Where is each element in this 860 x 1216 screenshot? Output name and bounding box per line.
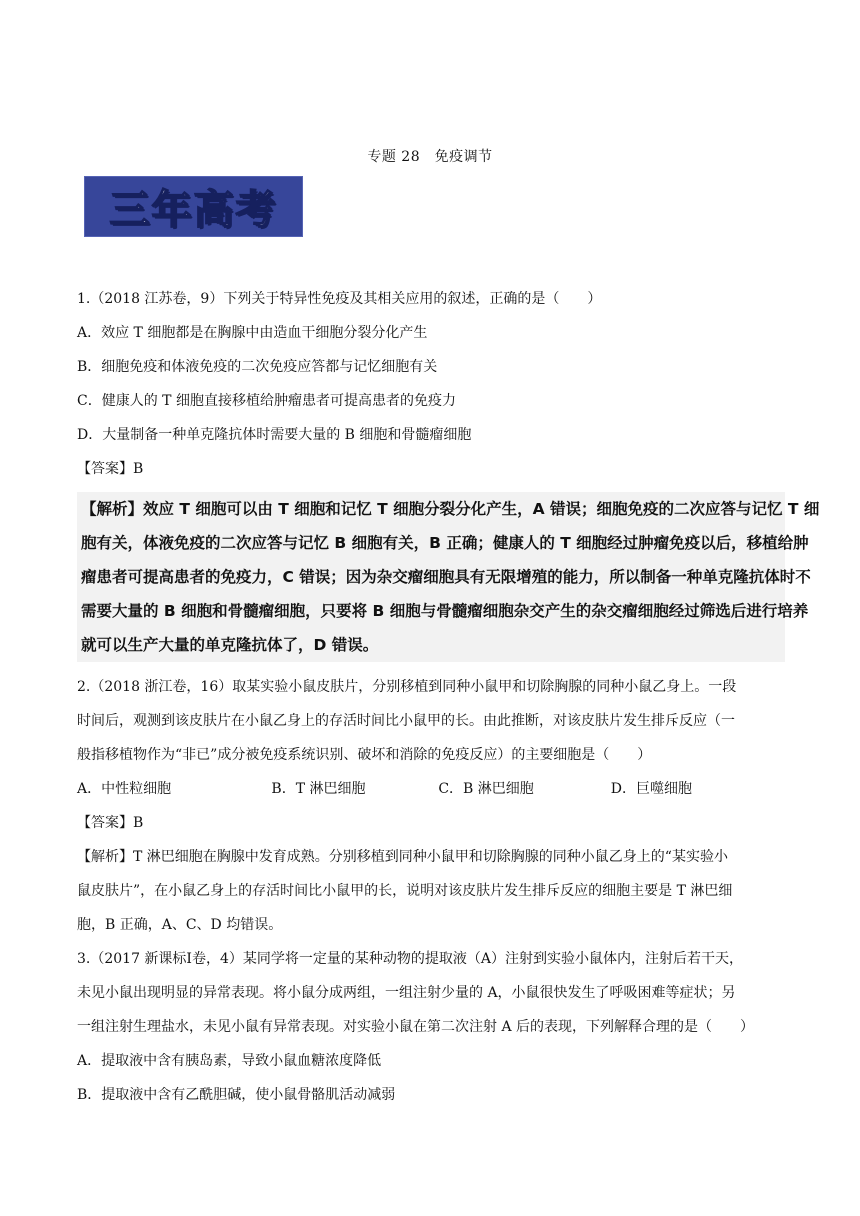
analysis-line: 胞，B 正确，A、C、D 均错误。	[77, 917, 283, 933]
banner-text: 三年高考	[109, 187, 278, 233]
options-row	[77, 772, 785, 806]
page-title: 专题 28 免疫调节	[367, 149, 493, 165]
option-a: A．中性粒细胞	[77, 781, 172, 797]
answer-line: 【答案】B	[77, 815, 144, 831]
analysis-box	[77, 492, 820, 662]
option-c: C．健康人的 T 细胞直接移植给肿瘤患者可提高患者的免疫力	[77, 393, 456, 409]
question-3	[77, 942, 785, 1112]
answer-line: 【答案】B	[77, 461, 144, 477]
analysis-line: 就可以生产大量的单克隆抗体了，D 错误。	[81, 636, 379, 654]
analysis-line: 瘤患者可提高患者的免疫力，C 错误；因为杂交瘤细胞具有无限增殖的能力，所以制备一种单克隆抗体时不	[81, 568, 811, 586]
analysis-line: 需要大量的 B 细胞和骨髓瘤细胞，只要将 B 细胞与骨髓瘤细胞杂交产生的杂交瘤细胞经过筛选后进行培养	[81, 602, 809, 620]
option-a: A．提取液中含有胰岛素，导致小鼠血糖浓度降低	[77, 1053, 382, 1069]
question-stem: 1.（2018 江苏卷，9）下列关于特异性免疫及其相关应用的叙述，正确的是（ ）	[77, 291, 602, 307]
question-1	[77, 282, 820, 662]
question-stem: 3.（2017 新课标Ⅰ卷，4）某同学将一定量的某种动物的提取液（A）注射到实验小鼠体内，注射后若干天，	[77, 951, 743, 967]
option-d: D．大量制备一种单克隆抗体时需要大量的 B 细胞和骨髓瘤细胞	[77, 427, 472, 443]
document-body	[77, 282, 820, 1112]
option-b: B．细胞免疫和体液免疫的二次免疫应答都与记忆细胞有关	[77, 359, 438, 375]
option-a: A．效应 T 细胞都是在胸腺中由造血干细胞分裂分化产生	[77, 325, 428, 341]
question-stem: 一组注射生理盐水，未见小鼠有异常表现。对实验小鼠在第二次注射 A 后的表现，下列解释合理的是（ ）	[77, 1019, 755, 1035]
option-c: C．B 淋巴细胞	[438, 781, 534, 797]
option-b: B．T 淋巴细胞	[271, 781, 366, 797]
question-stem: 未见小鼠出现明显的异常表现。将小鼠分成两组，一组注射少量的 A，小鼠很快发生了呼吸困难等症状；另	[77, 985, 736, 1001]
analysis-line: 鼠皮肤片”，在小鼠乙身上的存活时间比小鼠甲的长，说明对该皮肤片发生排斥反应的细胞主要是 T 淋巴细	[77, 883, 733, 899]
section-banner	[84, 176, 303, 237]
option-d: D．巨噬细胞	[610, 781, 692, 797]
analysis-line: 【解析】效应 T 细胞可以由 T 细胞和记忆 T 细胞分裂分化产生，A 错误；细胞免疫的二次应答与记忆 T 细	[81, 500, 820, 518]
question-stem: 2.（2018 浙江卷，16）取某实验小鼠皮肤片，分别移植到同种小鼠甲和切除胸腺的同种小鼠乙身上。一段	[77, 679, 737, 695]
analysis-line: 胞有关，体液免疫的二次应答与记忆 B 细胞有关，B 正确；健康人的 T 细胞经过肿瘤免疫以后，移植给肿	[81, 534, 809, 552]
question-2	[77, 670, 785, 942]
analysis-line: 【解析】T 淋巴细胞在胸腺中发育成熟。分别移植到同种小鼠甲和切除胸腺的同种小鼠乙身上的“某实验小	[77, 849, 728, 865]
question-stem: 时间后，观测到该皮肤片在小鼠乙身上的存活时间比小鼠甲的长。由此推断，对该皮肤片发生排斥反应（一	[77, 713, 735, 729]
question-stem: 般指移植物作为“非已”成分被免疫系统识别、破坏和消除的免疫反应）的主要细胞是（ ）	[77, 747, 652, 763]
option-b: B．提取液中含有乙酰胆碱，使小鼠骨骼肌活动减弱	[77, 1087, 396, 1103]
